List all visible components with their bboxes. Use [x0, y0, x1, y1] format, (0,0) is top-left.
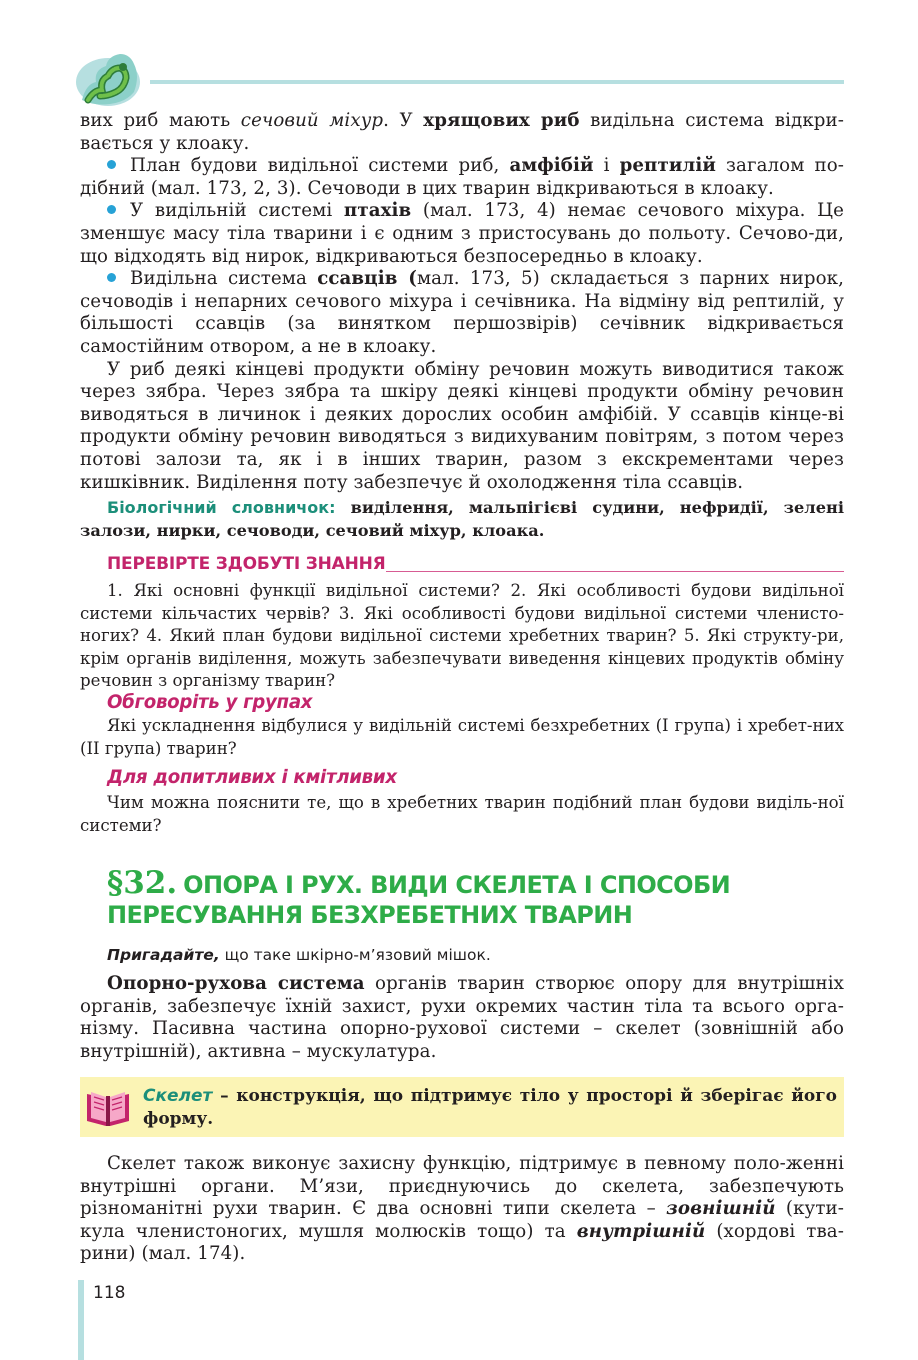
curious-heading: Для допитливих і кмітливих — [107, 767, 397, 788]
paragraph-excretion: У риб деякі кінцеві продукти обміну речовин можуть виводитися також через зябра. Через зябра та шкіру деякі кінцеві продукти обміну речовин виводяться в личинок і деяких дорослих особин амфібій. У ссавців кінце-ві продукти обміну речовин виводяться з видихуваним повітрям, з потом через потові залози та, як і в інших тварин, разом з екскрементами через кишківник. Виділення поту забезпечує й охолодження тіла ссавців. — [80, 358, 844, 493]
open-book-icon — [84, 1088, 132, 1128]
paragraph-continuation: вих риб мають сечовий міхур. У хрящових риб видільна система відкри-вається у клоаку. — [80, 110, 844, 154]
text-block-top — [80, 110, 844, 494]
definition-text: Скелет – конструкція, що підтримує тіло у просторі й зберігає його форму. — [143, 1086, 837, 1129]
remember-label: Пригадайте, — [107, 946, 220, 964]
page-number: 118 — [93, 1283, 126, 1303]
glossary-terms: виділення, мальпігієві судини, нефридії, зелені залози, нирки, сечоводи, сечовий міхур, клоака. — [80, 498, 845, 540]
curious-block — [80, 767, 844, 837]
definition-term: Скелет — [143, 1086, 213, 1106]
header-rule — [150, 80, 844, 84]
remember-text: що таке шкірно-м’язовий мішок. — [219, 946, 491, 964]
section-number: §32. — [107, 865, 178, 901]
glossary-label: Біологічний словничок: — [107, 498, 336, 517]
remember-line — [80, 946, 844, 964]
curious-text: Чим можна пояснити те, що в хребетних тварин подібний план будови виділь-ної системи? — [80, 793, 844, 835]
bullet-dot-icon — [107, 273, 116, 282]
glossary — [80, 497, 844, 542]
heading-rule — [386, 571, 844, 572]
section-title — [107, 865, 844, 930]
discuss-text: Які ускладнення відбулися у видільній системі безхребетних (І група) і хребет-них (ІІ група) тварин? — [80, 716, 844, 758]
bullet-item-mammals: Видільна система ссавців (мал. 173, 5) складається з парних нирок, сечоводів і непарних сечового міхура і сечівника. На відміну від рептилій, у більшості ссавців (за винятком першозвірів) сечівник відкривається самостійним отвором, а не в клоаку. — [80, 268, 845, 357]
bullet-item-amphibians: План будови видільної системи риб, амфібій і рептилій загалом по-дібний (мал. 173, 2, 3). Сечоводи в цих тварин відкриваються в клоаку. — [80, 155, 844, 199]
page-margin-bar — [78, 1280, 84, 1360]
discuss-heading: Обговоріть у групах — [107, 692, 313, 713]
paragraph-skeleton: Скелет також виконує захисну функцію, підтримує в певному поло-женні внутрішні органи. М’язи, приєднуючись до скелета, забезпечують різноманітні рухи тварин. Є два основні типи скелета – зовнішній (кути-кула членистоногих, мушля молюсків тощо) та внутрішній (хордові тва-рини) (мал. 174). — [80, 1153, 844, 1265]
section-title-line2: ПЕРЕСУВАННЯ БЕЗХРЕБЕТНИХ ТВАРИН — [107, 901, 633, 929]
bullet-item-birds: У видільній системі птахів (мал. 173, 4) немає сечового міхура. Це зменшує масу тіла тварини і є одним з пристосувань до польоту. Сечово-ди, що відходять від нирок, відкриваються безпосередньо в клоаку. — [80, 200, 844, 267]
discuss-block — [80, 692, 844, 760]
check-knowledge-questions — [80, 580, 844, 693]
questions-text: 1. Які основні функції видільної системи? 2. Які особливості будови видільної системи кільчастих червів? 3. Які особливості будови видільної системи членисто-ногих? 4. Який план будови видільної системи хребетних тварин? 5. Які структу-ри, крім органів виділення, можуть забезпечувати виведення кінцевих продуктів обміну речовин з організму тварин? — [80, 581, 844, 690]
caterpillar-logo-icon — [74, 46, 146, 110]
bullet-dot-icon — [107, 160, 116, 169]
bullet-dot-icon — [107, 205, 116, 214]
check-knowledge-heading: ПЕРЕВІРТЕ ЗДОБУТІ ЗНАННЯ — [107, 554, 386, 574]
section-title-line1: ОПОРА І РУХ. ВИДИ СКЕЛЕТА І СПОСОБИ — [183, 871, 731, 899]
paragraph-locomotor: Опорно-рухова система органів тварин створює опору для внутрішніх органів, забезпечує їхній захист, рухи окремих частин тіла та всього орга-нізму. Пасивна частина опорно-рухової системи – скелет (зовнішній або внутрішній), активна – мускулатура. — [80, 973, 845, 1062]
